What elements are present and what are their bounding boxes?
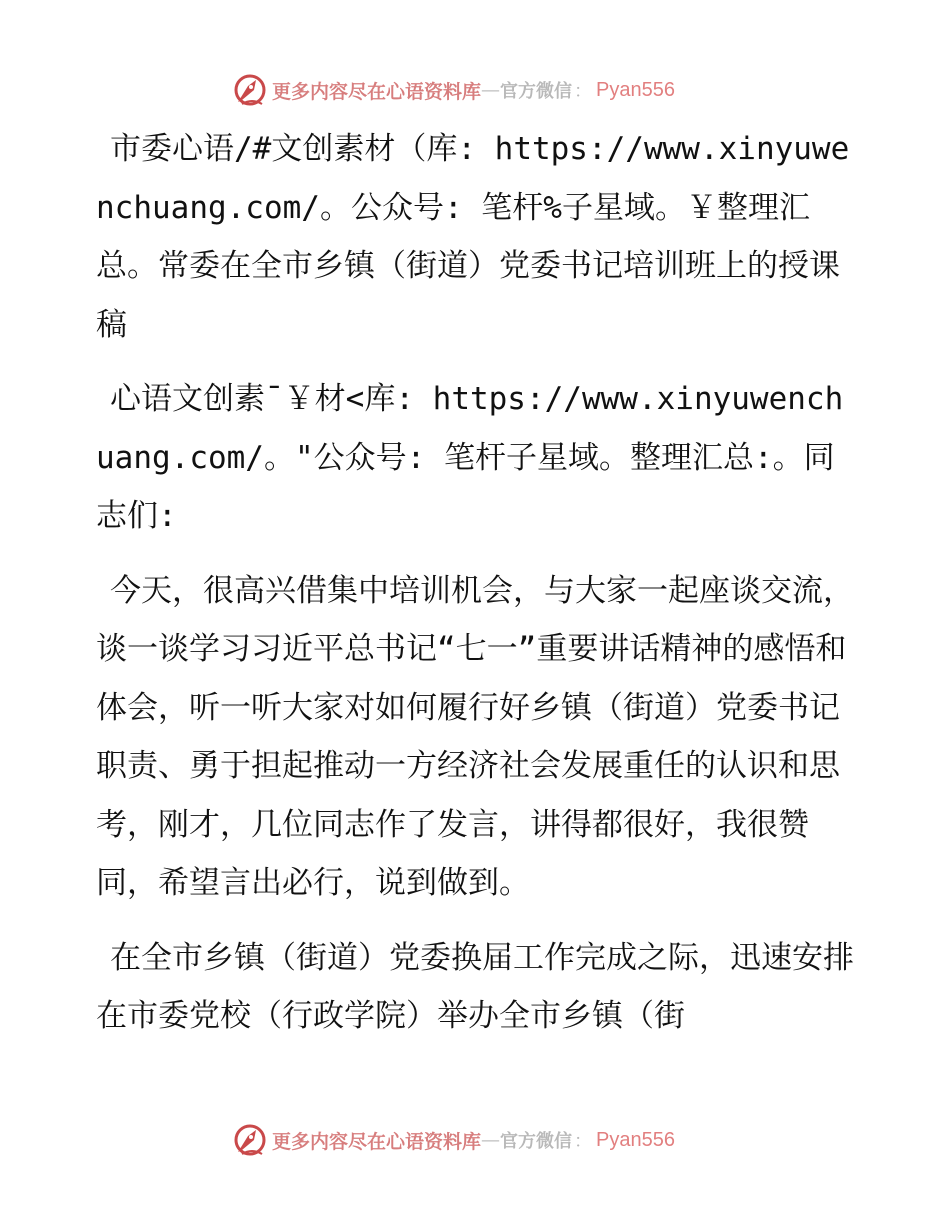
watermark-separator: — (481, 1129, 501, 1151)
watermark-brand-text: 更多内容尽在心语资料库 (272, 80, 482, 103)
watermark-banner-top (232, 70, 712, 110)
pen-nib-logo-icon (232, 72, 268, 108)
watermark-colon: ： (574, 1131, 593, 1152)
paragraph-source-greeting: 心语文创素¯￥材<库: https://www.xinyuwenchuang.com/。"公众号: 笔杆子星域。整理汇总:。同志们: (96, 381, 844, 534)
document-body (96, 120, 856, 1046)
paragraph-opening: 今天，很高兴借集中培训机会，与大家一起座谈交流，谈一谈学习习近平总书记“七一”重要讲话精神的感悟和体会，听一听大家对如何履行好乡镇（街道）党委书记职责、勇于担起推动一方经济社会发展重任的认识和思考，刚才，几位同志作了发言，讲得都很好，我很赞同，希望言出必行，说到做到。 (96, 572, 854, 901)
watermark-wechat-label: 官方微信 (500, 1131, 573, 1152)
watermark-wechat-label: 官方微信 (500, 81, 573, 102)
watermark-separator: — (481, 79, 501, 101)
watermark-banner-bottom (232, 1120, 712, 1160)
watermark-brand-text: 更多内容尽在心语资料库 (272, 1130, 482, 1153)
watermark-wechat-id: Pyan556 (596, 1128, 675, 1151)
paragraph-context: 在全市乡镇（街道）党委换届工作完成之际，迅速安排在市委党校（行政学院）举办全市乡镇（街 (96, 939, 854, 1034)
paragraph-header-source: 市委心语/#文创素材（库: https://www.xinyuwenchuang.com/。公众号: 笔杆%子星域。￥整理汇总。常委在全市乡镇（街道）党委书记培训班上的授课稿 (96, 131, 850, 343)
pen-nib-logo-icon (232, 1122, 268, 1158)
watermark-colon: ： (574, 81, 593, 102)
watermark-wechat-id: Pyan556 (596, 78, 675, 101)
